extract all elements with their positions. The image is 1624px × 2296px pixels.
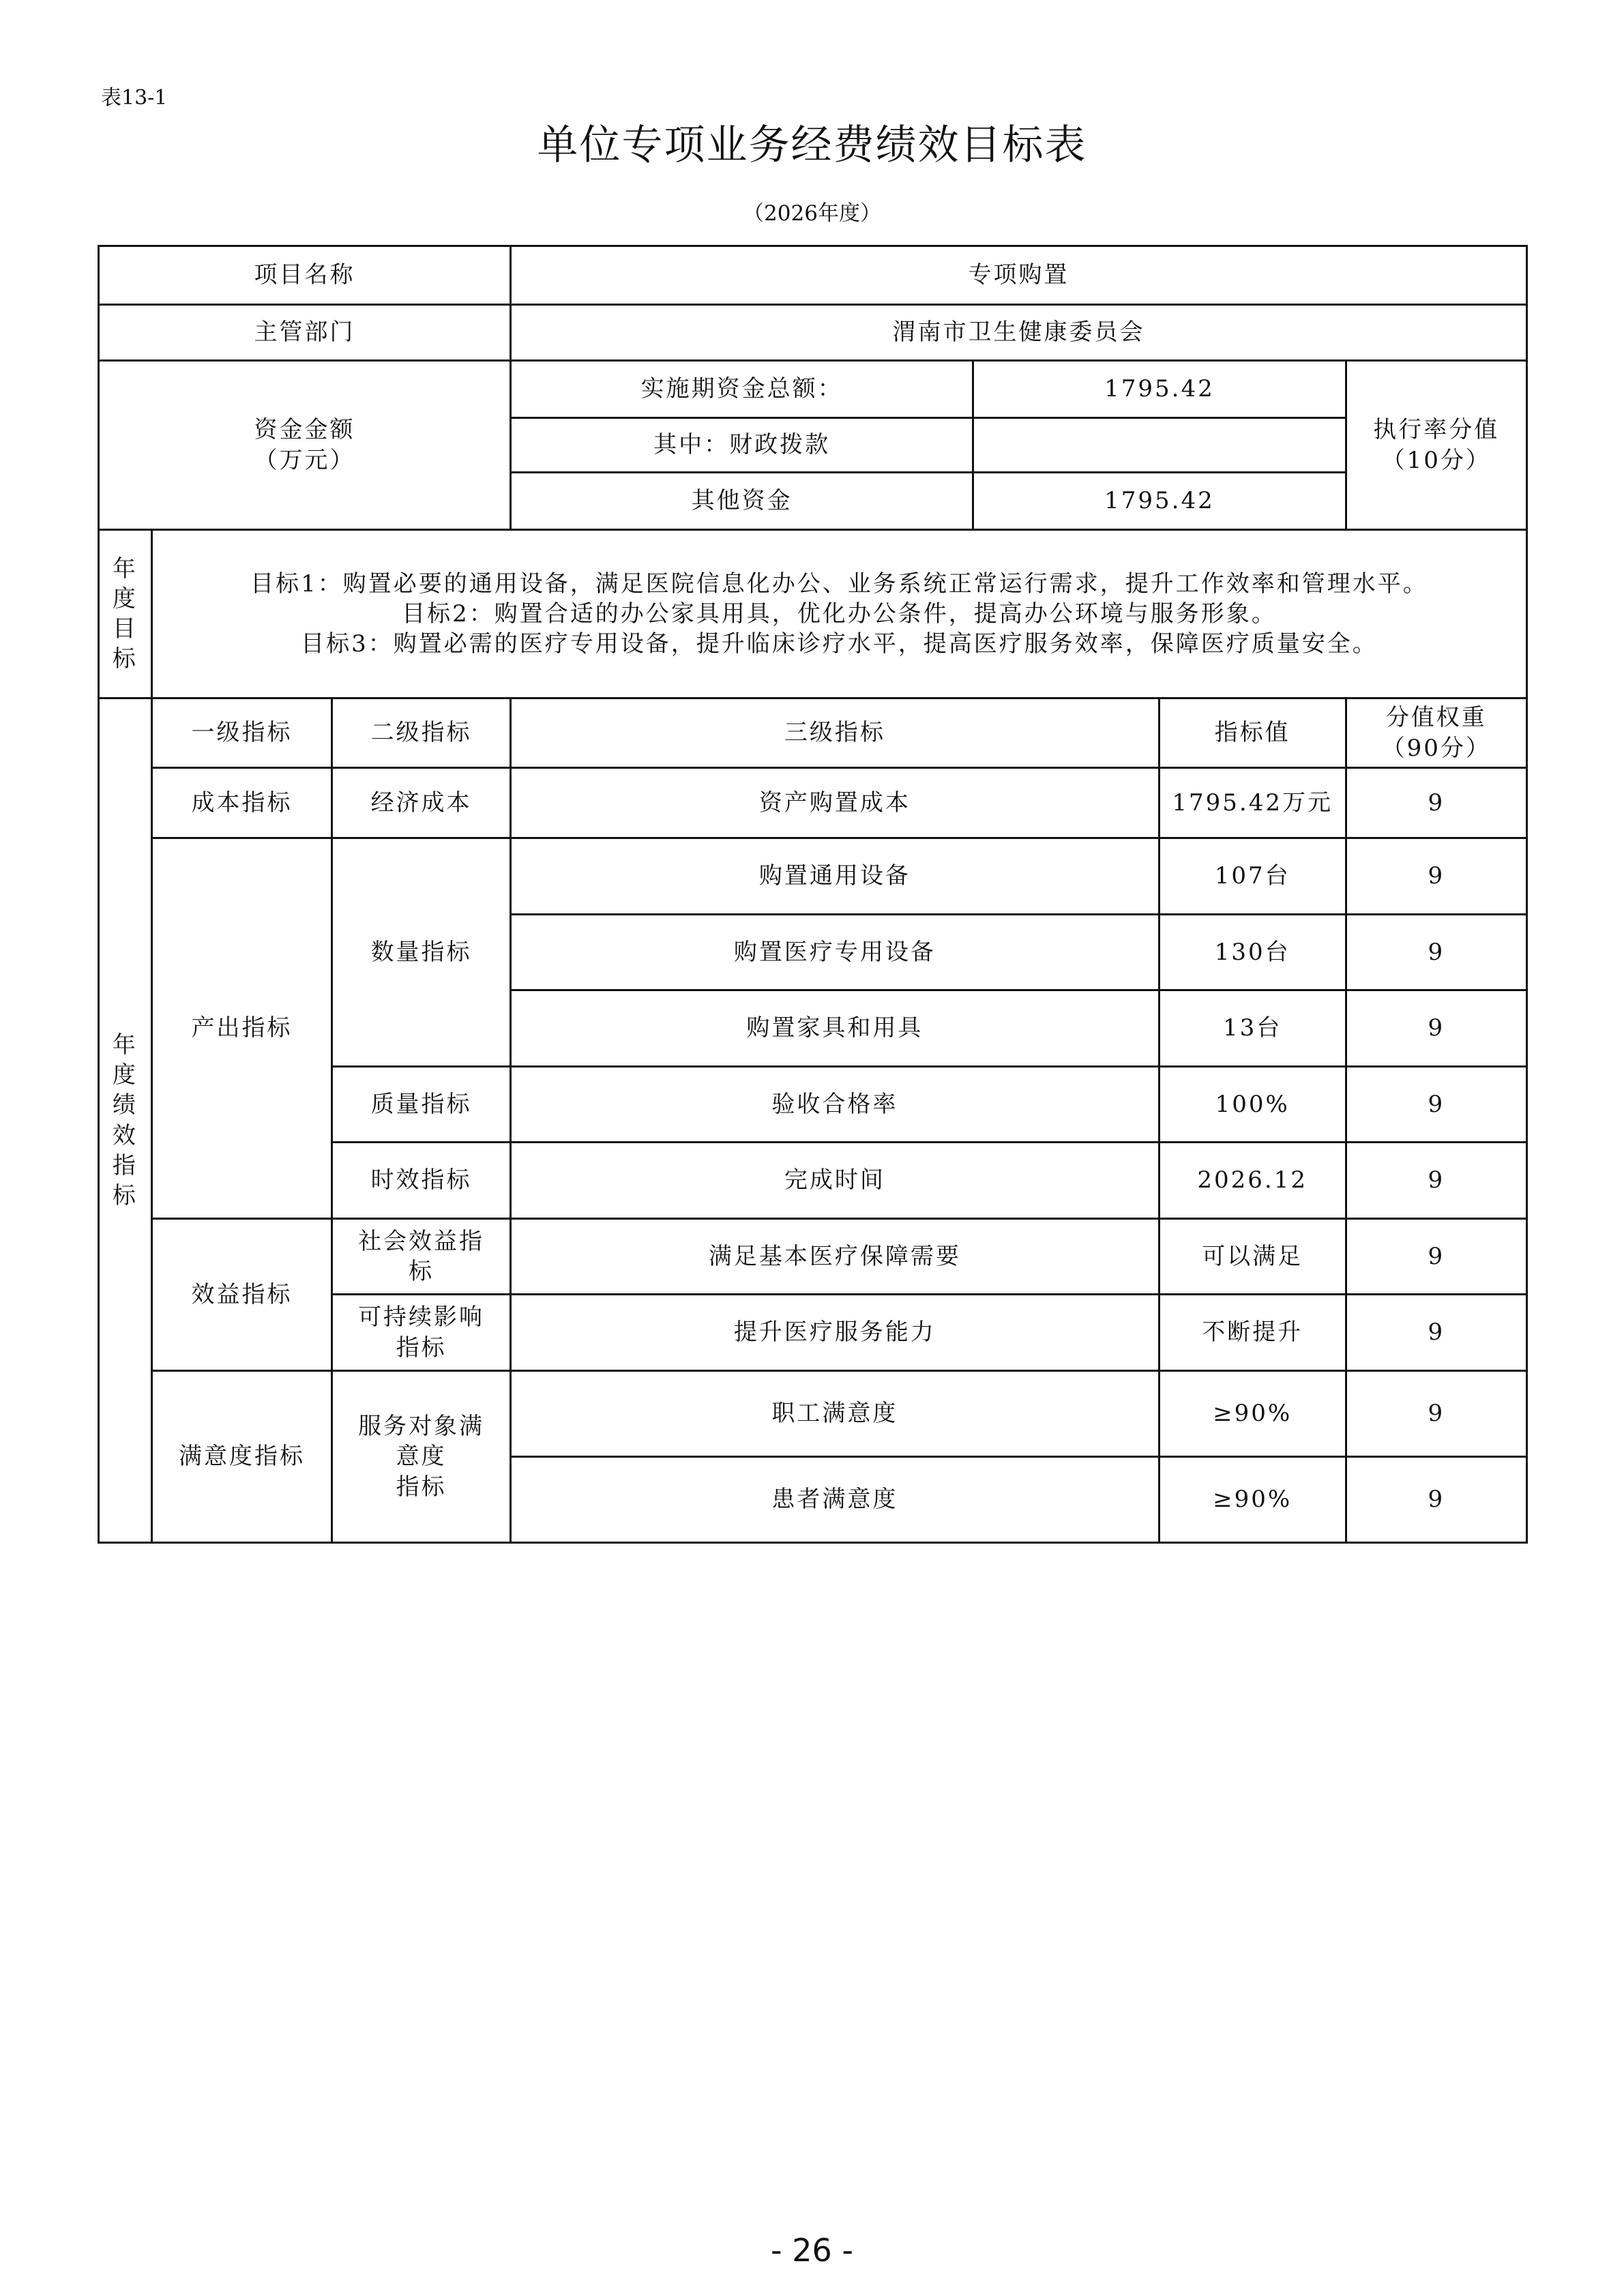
quality-weight: 9 — [1346, 1067, 1526, 1143]
cost-level3: 资产购置成本 — [511, 768, 1160, 838]
q3-weight: 9 — [1346, 990, 1526, 1067]
timeliness-level2: 时效指标 — [332, 1143, 511, 1219]
header-value: 指标值 — [1159, 698, 1346, 768]
table-row — [99, 768, 1527, 838]
satisfaction-level2-line3: 指标 — [396, 1473, 447, 1501]
sustain-level2 — [332, 1295, 511, 1371]
header-weight — [1346, 698, 1526, 768]
header-level2: 二级指标 — [332, 698, 511, 768]
timeliness-weight: 9 — [1346, 1143, 1526, 1219]
output-level1: 产出指标 — [151, 838, 331, 1219]
s1-value: ≥90% — [1159, 1371, 1346, 1457]
annual-goals-content — [151, 530, 1526, 698]
social-level2-line1: 社会效益指 — [358, 1227, 485, 1255]
department-row — [99, 305, 1527, 361]
fiscal-year: （2026年度） — [743, 201, 881, 226]
quality-value: 100% — [1159, 1067, 1346, 1143]
table-number: 表13-1 — [101, 86, 168, 110]
goal-item: 目标1：购置必要的通用设备，满足医院信息化办公、业务系统正常运行需求，提升工作效率和管理水平。 — [250, 570, 1428, 598]
execution-rate-score — [1346, 361, 1526, 530]
sustain-level3: 提升医疗服务能力 — [511, 1295, 1160, 1371]
cost-value: 1795.42万元 — [1159, 768, 1346, 838]
sustain-level2-line1: 可持续影响 — [358, 1304, 485, 1331]
social-level2 — [332, 1219, 511, 1295]
page-number: - 26 - — [771, 2232, 853, 2269]
execution-rate-line2: （10分） — [1381, 446, 1491, 474]
cost-weight: 9 — [1346, 768, 1526, 838]
q2-level3: 购置医疗专用设备 — [511, 915, 1160, 990]
s1-weight: 9 — [1346, 1371, 1526, 1457]
q3-value: 13台 — [1159, 990, 1346, 1067]
cost-level2: 经济成本 — [332, 768, 511, 838]
satisfaction-level2-line2: 意度 — [396, 1443, 447, 1471]
social-value: 可以满足 — [1159, 1219, 1346, 1295]
table-row — [99, 1371, 1527, 1457]
goal-item: 目标3：购置必需的医疗专用设备，提升临床诊疗水平，提高医疗服务效率，保障医疗质量安全。 — [301, 630, 1378, 658]
q2-value: 130台 — [1159, 915, 1346, 990]
funds-total-value: 1795.42 — [973, 361, 1346, 418]
sustain-level2-line2: 指标 — [396, 1334, 447, 1362]
q3-level3: 购置家具和用具 — [511, 990, 1160, 1067]
header-weight-line2: （90分） — [1381, 734, 1491, 762]
s1-level3: 职工满意度 — [511, 1371, 1160, 1457]
annual-goals-row — [99, 530, 1527, 698]
department-value: 渭南市卫生健康委员会 — [511, 305, 1527, 361]
q1-value: 107台 — [1159, 838, 1346, 915]
funds-fiscal-label: 其中：财政拨款 — [511, 418, 973, 473]
annual-goals-label — [99, 530, 152, 698]
cost-level1: 成本指标 — [151, 768, 331, 838]
q1-level3: 购置通用设备 — [511, 838, 1160, 915]
social-level3: 满足基本医疗保障需要 — [511, 1219, 1160, 1295]
funds-other-value: 1795.42 — [973, 473, 1346, 530]
sustain-weight: 9 — [1346, 1295, 1526, 1371]
department-label: 主管部门 — [99, 305, 511, 361]
satisfaction-level2-line1: 服务对象满 — [358, 1413, 485, 1441]
performance-target-table — [98, 245, 1528, 1544]
s2-weight: 9 — [1346, 1457, 1526, 1543]
performance-indicators-label-text: 年度绩效指标 — [112, 1031, 138, 1209]
funds-amount-label-line1: 资金金额 — [254, 416, 355, 444]
quantity-level2: 数量指标 — [332, 838, 511, 1067]
social-level2-line2: 标 — [409, 1258, 434, 1285]
header-level3: 三级指标 — [511, 698, 1160, 768]
project-name-value: 专项购置 — [511, 246, 1527, 305]
timeliness-value: 2026.12 — [1159, 1143, 1346, 1219]
execution-rate-line1: 执行率分值 — [1373, 416, 1500, 444]
q1-weight: 9 — [1346, 838, 1526, 915]
header-level1: 一级指标 — [151, 698, 331, 768]
funds-amount-label — [99, 361, 511, 530]
annual-goals-label-text: 年度目标 — [112, 555, 138, 673]
quality-level2: 质量指标 — [332, 1067, 511, 1143]
social-weight: 9 — [1346, 1219, 1526, 1295]
indicator-header-row — [99, 698, 1527, 768]
table-row — [99, 838, 1527, 915]
page-title: 单位专项业务经费绩效目标表 — [537, 121, 1087, 169]
funds-amount-label-line2: （万元） — [254, 446, 355, 474]
benefit-level1: 效益指标 — [151, 1219, 331, 1371]
sustain-value: 不断提升 — [1159, 1295, 1346, 1371]
table-row — [99, 1219, 1527, 1295]
funds-total-row — [99, 361, 1527, 418]
s2-level3: 患者满意度 — [511, 1457, 1160, 1543]
funds-total-label: 实施期资金总额： — [511, 361, 973, 418]
project-name-label: 项目名称 — [99, 246, 511, 305]
funds-fiscal-value — [973, 418, 1346, 473]
funds-other-label: 其他资金 — [511, 473, 973, 530]
satisfaction-level1: 满意度指标 — [151, 1371, 331, 1543]
s2-value: ≥90% — [1159, 1457, 1346, 1543]
satisfaction-level2 — [332, 1371, 511, 1543]
project-name-row — [99, 246, 1527, 305]
q2-weight: 9 — [1346, 915, 1526, 990]
timeliness-level3: 完成时间 — [511, 1143, 1160, 1219]
header-weight-line1: 分值权重 — [1385, 704, 1487, 732]
goal-item: 目标2：购置合适的办公家具用具，优化办公条件，提高办公环境与服务形象。 — [402, 600, 1277, 628]
performance-indicators-label — [99, 698, 152, 1543]
quality-level3: 验收合格率 — [511, 1067, 1160, 1143]
